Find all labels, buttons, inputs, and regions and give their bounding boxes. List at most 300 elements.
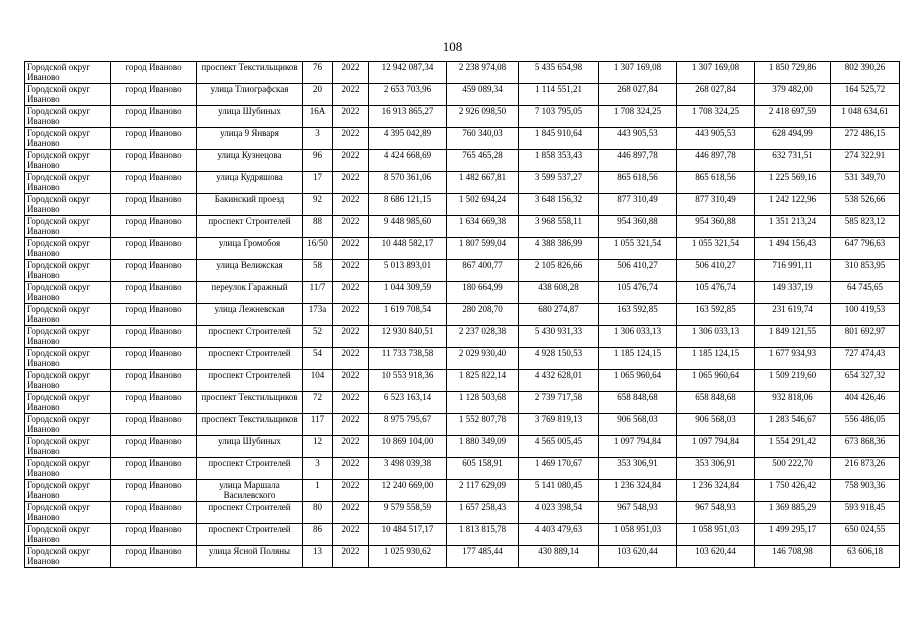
cell-amount-6: 802 390,26 <box>831 62 900 84</box>
cell-settlement: город Иваново <box>111 84 197 106</box>
cell-amount-5: 1 369 885,29 <box>755 502 831 524</box>
cell-amount-4: 443 905,53 <box>677 128 755 150</box>
cell-amount-4: 163 592,85 <box>677 304 755 326</box>
cell-year: 2022 <box>333 414 369 436</box>
cell-amount-3: 446 897,78 <box>599 150 677 172</box>
cell-amount-3: 163 592,85 <box>599 304 677 326</box>
cell-street: улица Громобоя <box>197 238 303 260</box>
table-row <box>25 106 900 128</box>
cell-year: 2022 <box>333 436 369 458</box>
table-row <box>25 480 900 502</box>
cell-street: переулок Гаражный <box>197 282 303 304</box>
cell-amount-1: 1 552 807,78 <box>447 414 519 436</box>
cell-street: проспект Строителей <box>197 216 303 238</box>
cell-house: 1 <box>303 480 333 502</box>
cell-amount-1: 1 825 822,14 <box>447 370 519 392</box>
cell-total-cost: 1 025 930,62 <box>369 546 447 568</box>
cell-amount-5: 1 242 122,96 <box>755 194 831 216</box>
table-row <box>25 282 900 304</box>
cell-street: улица 9 Января <box>197 128 303 150</box>
table-row <box>25 238 900 260</box>
cell-amount-2: 5 141 080,45 <box>519 480 599 502</box>
cell-amount-6: 585 823,12 <box>831 216 900 238</box>
cell-total-cost: 3 498 039,38 <box>369 458 447 480</box>
cell-settlement: город Иваново <box>111 172 197 194</box>
table-row <box>25 502 900 524</box>
cell-house: 58 <box>303 260 333 282</box>
cell-amount-2: 4 388 386,99 <box>519 238 599 260</box>
table-row <box>25 458 900 480</box>
cell-amount-3: 865 618,56 <box>599 172 677 194</box>
cell-year: 2022 <box>333 128 369 150</box>
cell-total-cost: 12 240 669,00 <box>369 480 447 502</box>
table-row <box>25 414 900 436</box>
cell-amount-6: 274 322,91 <box>831 150 900 172</box>
cell-amount-2: 3 599 537,27 <box>519 172 599 194</box>
cell-municipality: Городской округ Иваново <box>25 436 111 458</box>
cell-year: 2022 <box>333 150 369 172</box>
cell-amount-6: 538 526,66 <box>831 194 900 216</box>
cell-amount-6: 758 903,36 <box>831 480 900 502</box>
cell-amount-4: 877 310,49 <box>677 194 755 216</box>
cell-year: 2022 <box>333 260 369 282</box>
cell-amount-2: 1 469 170,67 <box>519 458 599 480</box>
cell-amount-5: 932 818,06 <box>755 392 831 414</box>
table-row <box>25 194 900 216</box>
cell-total-cost: 1 044 309,59 <box>369 282 447 304</box>
cell-settlement: город Иваново <box>111 414 197 436</box>
cell-municipality: Городской округ Иваново <box>25 84 111 106</box>
table-row <box>25 128 900 150</box>
cell-amount-2: 4 928 150,53 <box>519 348 599 370</box>
cell-municipality: Городской округ Иваново <box>25 172 111 194</box>
cell-total-cost: 6 523 163,14 <box>369 392 447 414</box>
cell-municipality: Городской округ Иваново <box>25 194 111 216</box>
cell-total-cost: 12 942 087,34 <box>369 62 447 84</box>
cell-amount-3: 1 185 124,15 <box>599 348 677 370</box>
cell-amount-2: 1 845 910,64 <box>519 128 599 150</box>
data-table <box>24 61 900 568</box>
cell-street: улица Велижская <box>197 260 303 282</box>
cell-amount-5: 149 337,19 <box>755 282 831 304</box>
cell-municipality: Городской округ Иваново <box>25 326 111 348</box>
cell-amount-1: 2 117 629,09 <box>447 480 519 502</box>
cell-year: 2022 <box>333 326 369 348</box>
cell-settlement: город Иваново <box>111 458 197 480</box>
cell-total-cost: 5 013 893,01 <box>369 260 447 282</box>
cell-amount-5: 1 849 121,55 <box>755 326 831 348</box>
cell-settlement: город Иваново <box>111 392 197 414</box>
cell-year: 2022 <box>333 304 369 326</box>
cell-municipality: Городской округ Иваново <box>25 524 111 546</box>
cell-year: 2022 <box>333 546 369 568</box>
cell-street: проспект Строителей <box>197 348 303 370</box>
cell-amount-2: 5 430 931,33 <box>519 326 599 348</box>
cell-amount-3: 105 476,74 <box>599 282 677 304</box>
cell-amount-2: 5 435 654,98 <box>519 62 599 84</box>
cell-house: 3 <box>303 128 333 150</box>
cell-total-cost: 1 619 708,54 <box>369 304 447 326</box>
cell-amount-1: 1 880 349,09 <box>447 436 519 458</box>
cell-settlement: город Иваново <box>111 62 197 84</box>
cell-amount-1: 177 485,44 <box>447 546 519 568</box>
cell-amount-6: 216 873,26 <box>831 458 900 480</box>
cell-amount-2: 680 274,87 <box>519 304 599 326</box>
cell-municipality: Городской округ Иваново <box>25 282 111 304</box>
cell-settlement: город Иваново <box>111 348 197 370</box>
cell-municipality: Городской округ Иваново <box>25 370 111 392</box>
cell-amount-5: 146 708,98 <box>755 546 831 568</box>
cell-amount-1: 1 502 694,24 <box>447 194 519 216</box>
cell-street: проспект Строителей <box>197 502 303 524</box>
cell-year: 2022 <box>333 106 369 128</box>
cell-total-cost: 11 733 738,58 <box>369 348 447 370</box>
cell-amount-5: 1 283 546,67 <box>755 414 831 436</box>
cell-house: 117 <box>303 414 333 436</box>
cell-municipality: Городской округ Иваново <box>25 546 111 568</box>
cell-amount-6: 64 745,65 <box>831 282 900 304</box>
cell-amount-4: 353 306,91 <box>677 458 755 480</box>
cell-settlement: город Иваново <box>111 128 197 150</box>
cell-total-cost: 10 484 517,17 <box>369 524 447 546</box>
cell-street: улица Тлиографская <box>197 84 303 106</box>
cell-amount-3: 268 027,84 <box>599 84 677 106</box>
cell-amount-1: 1 482 667,81 <box>447 172 519 194</box>
cell-settlement: город Иваново <box>111 326 197 348</box>
cell-street: проспект Строителей <box>197 326 303 348</box>
table-row <box>25 84 900 106</box>
table-row <box>25 524 900 546</box>
cell-amount-1: 867 400,77 <box>447 260 519 282</box>
cell-amount-1: 180 664,99 <box>447 282 519 304</box>
cell-year: 2022 <box>333 348 369 370</box>
cell-year: 2022 <box>333 216 369 238</box>
cell-amount-3: 1 306 033,13 <box>599 326 677 348</box>
cell-total-cost: 8 570 361,06 <box>369 172 447 194</box>
cell-house: 16А <box>303 106 333 128</box>
cell-amount-4: 1 055 321,54 <box>677 238 755 260</box>
cell-total-cost: 9 579 558,59 <box>369 502 447 524</box>
cell-year: 2022 <box>333 172 369 194</box>
cell-amount-3: 658 848,68 <box>599 392 677 414</box>
cell-settlement: город Иваново <box>111 370 197 392</box>
cell-year: 2022 <box>333 238 369 260</box>
cell-municipality: Городской округ Иваново <box>25 392 111 414</box>
cell-street: проспект Текстильщиков <box>197 392 303 414</box>
cell-amount-6: 556 486,05 <box>831 414 900 436</box>
cell-municipality: Городской округ Иваново <box>25 216 111 238</box>
cell-amount-2: 4 565 005,45 <box>519 436 599 458</box>
cell-amount-6: 63 606,18 <box>831 546 900 568</box>
cell-amount-6: 100 419,53 <box>831 304 900 326</box>
cell-year: 2022 <box>333 194 369 216</box>
cell-settlement: город Иваново <box>111 546 197 568</box>
cell-year: 2022 <box>333 524 369 546</box>
cell-amount-3: 1 058 951,03 <box>599 524 677 546</box>
cell-amount-5: 500 222,70 <box>755 458 831 480</box>
cell-street: улица Лежневская <box>197 304 303 326</box>
cell-municipality: Городской округ Иваново <box>25 458 111 480</box>
cell-amount-1: 1 813 815,78 <box>447 524 519 546</box>
cell-municipality: Городской округ Иваново <box>25 260 111 282</box>
cell-amount-6: 654 327,32 <box>831 370 900 392</box>
cell-municipality: Городской округ Иваново <box>25 304 111 326</box>
cell-house: 80 <box>303 502 333 524</box>
cell-amount-3: 1 708 324,25 <box>599 106 677 128</box>
cell-amount-4: 1 307 169,08 <box>677 62 755 84</box>
cell-total-cost: 8 975 795,67 <box>369 414 447 436</box>
cell-settlement: город Иваново <box>111 524 197 546</box>
cell-amount-5: 231 619,74 <box>755 304 831 326</box>
cell-amount-6: 727 474,43 <box>831 348 900 370</box>
cell-amount-4: 1 097 794,84 <box>677 436 755 458</box>
cell-amount-2: 3 648 156,32 <box>519 194 599 216</box>
cell-amount-6: 650 024,55 <box>831 524 900 546</box>
table-row <box>25 392 900 414</box>
cell-street: проспект Строителей <box>197 524 303 546</box>
cell-settlement: город Иваново <box>111 194 197 216</box>
cell-municipality: Городской округ Иваново <box>25 348 111 370</box>
cell-amount-6: 801 692,97 <box>831 326 900 348</box>
cell-amount-3: 877 310,49 <box>599 194 677 216</box>
cell-house: 104 <box>303 370 333 392</box>
cell-year: 2022 <box>333 392 369 414</box>
cell-settlement: город Иваново <box>111 304 197 326</box>
cell-street: Бакинский проезд <box>197 194 303 216</box>
cell-total-cost: 9 448 985,60 <box>369 216 447 238</box>
cell-amount-1: 2 238 974,08 <box>447 62 519 84</box>
cell-amount-3: 443 905,53 <box>599 128 677 150</box>
cell-municipality: Городской округ Иваново <box>25 106 111 128</box>
cell-amount-3: 967 548,93 <box>599 502 677 524</box>
table-row <box>25 62 900 84</box>
cell-house: 72 <box>303 392 333 414</box>
cell-amount-1: 459 089,34 <box>447 84 519 106</box>
cell-municipality: Городской округ Иваново <box>25 62 111 84</box>
cell-house: 11/7 <box>303 282 333 304</box>
cell-amount-4: 658 848,68 <box>677 392 755 414</box>
cell-amount-1: 1 634 669,38 <box>447 216 519 238</box>
cell-amount-4: 105 476,74 <box>677 282 755 304</box>
table-row <box>25 546 900 568</box>
cell-amount-4: 446 897,78 <box>677 150 755 172</box>
cell-amount-6: 272 486,15 <box>831 128 900 150</box>
cell-amount-6: 593 918,45 <box>831 502 900 524</box>
cell-street: улица Шубиных <box>197 106 303 128</box>
cell-amount-2: 1 114 551,21 <box>519 84 599 106</box>
cell-amount-5: 632 731,51 <box>755 150 831 172</box>
cell-amount-5: 1 509 219,60 <box>755 370 831 392</box>
cell-amount-1: 280 208,70 <box>447 304 519 326</box>
cell-amount-3: 954 360,88 <box>599 216 677 238</box>
cell-amount-1: 2 926 098,50 <box>447 106 519 128</box>
cell-amount-3: 1 236 324,84 <box>599 480 677 502</box>
cell-street: проспект Строителей <box>197 370 303 392</box>
cell-municipality: Городской округ Иваново <box>25 128 111 150</box>
cell-house: 173а <box>303 304 333 326</box>
cell-amount-2: 4 023 398,54 <box>519 502 599 524</box>
table-row <box>25 326 900 348</box>
cell-amount-4: 906 568,03 <box>677 414 755 436</box>
cell-house: 88 <box>303 216 333 238</box>
cell-settlement: город Иваново <box>111 260 197 282</box>
table-row <box>25 370 900 392</box>
cell-amount-3: 103 620,44 <box>599 546 677 568</box>
cell-street: проспект Строителей <box>197 458 303 480</box>
cell-amount-3: 1 055 321,54 <box>599 238 677 260</box>
cell-amount-4: 954 360,88 <box>677 216 755 238</box>
cell-year: 2022 <box>333 282 369 304</box>
cell-amount-4: 1 708 324,25 <box>677 106 755 128</box>
cell-municipality: Городской округ Иваново <box>25 414 111 436</box>
cell-amount-4: 1 185 124,15 <box>677 348 755 370</box>
cell-house: 13 <box>303 546 333 568</box>
cell-amount-1: 1 807 599,04 <box>447 238 519 260</box>
cell-amount-5: 1 499 295,17 <box>755 524 831 546</box>
cell-amount-3: 906 568,03 <box>599 414 677 436</box>
cell-year: 2022 <box>333 502 369 524</box>
cell-street: улица Ясной Поляны <box>197 546 303 568</box>
cell-year: 2022 <box>333 62 369 84</box>
cell-amount-4: 967 548,93 <box>677 502 755 524</box>
cell-amount-2: 438 608,28 <box>519 282 599 304</box>
cell-total-cost: 4 395 042,89 <box>369 128 447 150</box>
cell-settlement: город Иваново <box>111 502 197 524</box>
cell-amount-3: 506 410,27 <box>599 260 677 282</box>
cell-house: 12 <box>303 436 333 458</box>
cell-amount-2: 1 858 353,43 <box>519 150 599 172</box>
cell-amount-2: 4 432 628,01 <box>519 370 599 392</box>
cell-street: улица Кузнецова <box>197 150 303 172</box>
cell-amount-6: 673 868,36 <box>831 436 900 458</box>
cell-street: проспект Текстильщиков <box>197 414 303 436</box>
cell-amount-5: 1 750 426,42 <box>755 480 831 502</box>
cell-amount-4: 268 027,84 <box>677 84 755 106</box>
cell-amount-1: 2 237 028,38 <box>447 326 519 348</box>
cell-amount-4: 865 618,56 <box>677 172 755 194</box>
cell-amount-5: 2 418 697,59 <box>755 106 831 128</box>
table-row <box>25 216 900 238</box>
cell-amount-2: 2 105 826,66 <box>519 260 599 282</box>
cell-total-cost: 12 930 840,51 <box>369 326 447 348</box>
page-number: 108 <box>442 39 463 54</box>
cell-amount-3: 353 306,91 <box>599 458 677 480</box>
cell-settlement: город Иваново <box>111 480 197 502</box>
cell-house: 17 <box>303 172 333 194</box>
cell-total-cost: 4 424 668,69 <box>369 150 447 172</box>
cell-amount-6: 1 048 634,61 <box>831 106 900 128</box>
cell-amount-4: 1 065 960,64 <box>677 370 755 392</box>
cell-settlement: город Иваново <box>111 282 197 304</box>
cell-amount-1: 1 657 258,43 <box>447 502 519 524</box>
cell-amount-5: 1 351 213,24 <box>755 216 831 238</box>
cell-year: 2022 <box>333 480 369 502</box>
cell-amount-4: 103 620,44 <box>677 546 755 568</box>
cell-year: 2022 <box>333 370 369 392</box>
cell-settlement: город Иваново <box>111 150 197 172</box>
cell-amount-6: 531 349,70 <box>831 172 900 194</box>
cell-municipality: Городской округ Иваново <box>25 502 111 524</box>
table-row <box>25 150 900 172</box>
cell-municipality: Городской округ Иваново <box>25 238 111 260</box>
table-row <box>25 172 900 194</box>
cell-street: улица Шубиных <box>197 436 303 458</box>
cell-house: 54 <box>303 348 333 370</box>
cell-amount-4: 1 236 324,84 <box>677 480 755 502</box>
cell-total-cost: 8 686 121,15 <box>369 194 447 216</box>
cell-house: 20 <box>303 84 333 106</box>
cell-amount-1: 760 340,03 <box>447 128 519 150</box>
cell-amount-5: 1 850 729,86 <box>755 62 831 84</box>
cell-house: 52 <box>303 326 333 348</box>
cell-amount-4: 1 058 951,03 <box>677 524 755 546</box>
cell-amount-5: 379 482,00 <box>755 84 831 106</box>
cell-house: 76 <box>303 62 333 84</box>
table-row <box>25 260 900 282</box>
cell-settlement: город Иваново <box>111 106 197 128</box>
cell-amount-4: 506 410,27 <box>677 260 755 282</box>
cell-total-cost: 16 913 865,27 <box>369 106 447 128</box>
cell-municipality: Городской округ Иваново <box>25 480 111 502</box>
cell-amount-2: 4 403 479,63 <box>519 524 599 546</box>
cell-amount-5: 628 494,99 <box>755 128 831 150</box>
cell-total-cost: 2 653 703,96 <box>369 84 447 106</box>
cell-house: 96 <box>303 150 333 172</box>
cell-amount-2: 430 889,14 <box>519 546 599 568</box>
cell-amount-6: 647 796,63 <box>831 238 900 260</box>
cell-amount-1: 765 465,28 <box>447 150 519 172</box>
cell-street: проспект Текстильщиков <box>197 62 303 84</box>
cell-house: 3 <box>303 458 333 480</box>
cell-year: 2022 <box>333 84 369 106</box>
cell-amount-3: 1 065 960,64 <box>599 370 677 392</box>
cell-year: 2022 <box>333 458 369 480</box>
cell-settlement: город Иваново <box>111 436 197 458</box>
cell-amount-2: 3 968 558,11 <box>519 216 599 238</box>
cell-amount-5: 716 991,11 <box>755 260 831 282</box>
cell-amount-5: 1 554 291,42 <box>755 436 831 458</box>
cell-total-cost: 10 869 104,00 <box>369 436 447 458</box>
table-row <box>25 304 900 326</box>
cell-amount-1: 1 128 503,68 <box>447 392 519 414</box>
cell-amount-6: 310 853,95 <box>831 260 900 282</box>
cell-total-cost: 10 553 918,36 <box>369 370 447 392</box>
cell-amount-2: 3 769 819,13 <box>519 414 599 436</box>
cell-amount-2: 7 103 795,05 <box>519 106 599 128</box>
cell-amount-6: 404 426,46 <box>831 392 900 414</box>
cell-house: 92 <box>303 194 333 216</box>
table-row <box>25 436 900 458</box>
cell-amount-5: 1 225 569,16 <box>755 172 831 194</box>
cell-amount-6: 164 525,72 <box>831 84 900 106</box>
cell-amount-3: 1 097 794,84 <box>599 436 677 458</box>
cell-settlement: город Иваново <box>111 238 197 260</box>
cell-street: улица Кудряшова <box>197 172 303 194</box>
cell-amount-5: 1 494 156,43 <box>755 238 831 260</box>
table-body <box>25 62 900 568</box>
cell-amount-2: 2 739 717,58 <box>519 392 599 414</box>
cell-amount-5: 1 677 934,93 <box>755 348 831 370</box>
cell-house: 86 <box>303 524 333 546</box>
cell-amount-1: 605 158,91 <box>447 458 519 480</box>
cell-amount-1: 2 029 930,40 <box>447 348 519 370</box>
cell-municipality: Городской округ Иваново <box>25 150 111 172</box>
cell-settlement: город Иваново <box>111 216 197 238</box>
cell-total-cost: 10 448 582,17 <box>369 238 447 260</box>
cell-amount-4: 1 306 033,13 <box>677 326 755 348</box>
cell-street: улица Маршала Василевского <box>197 480 303 502</box>
table-row <box>25 348 900 370</box>
